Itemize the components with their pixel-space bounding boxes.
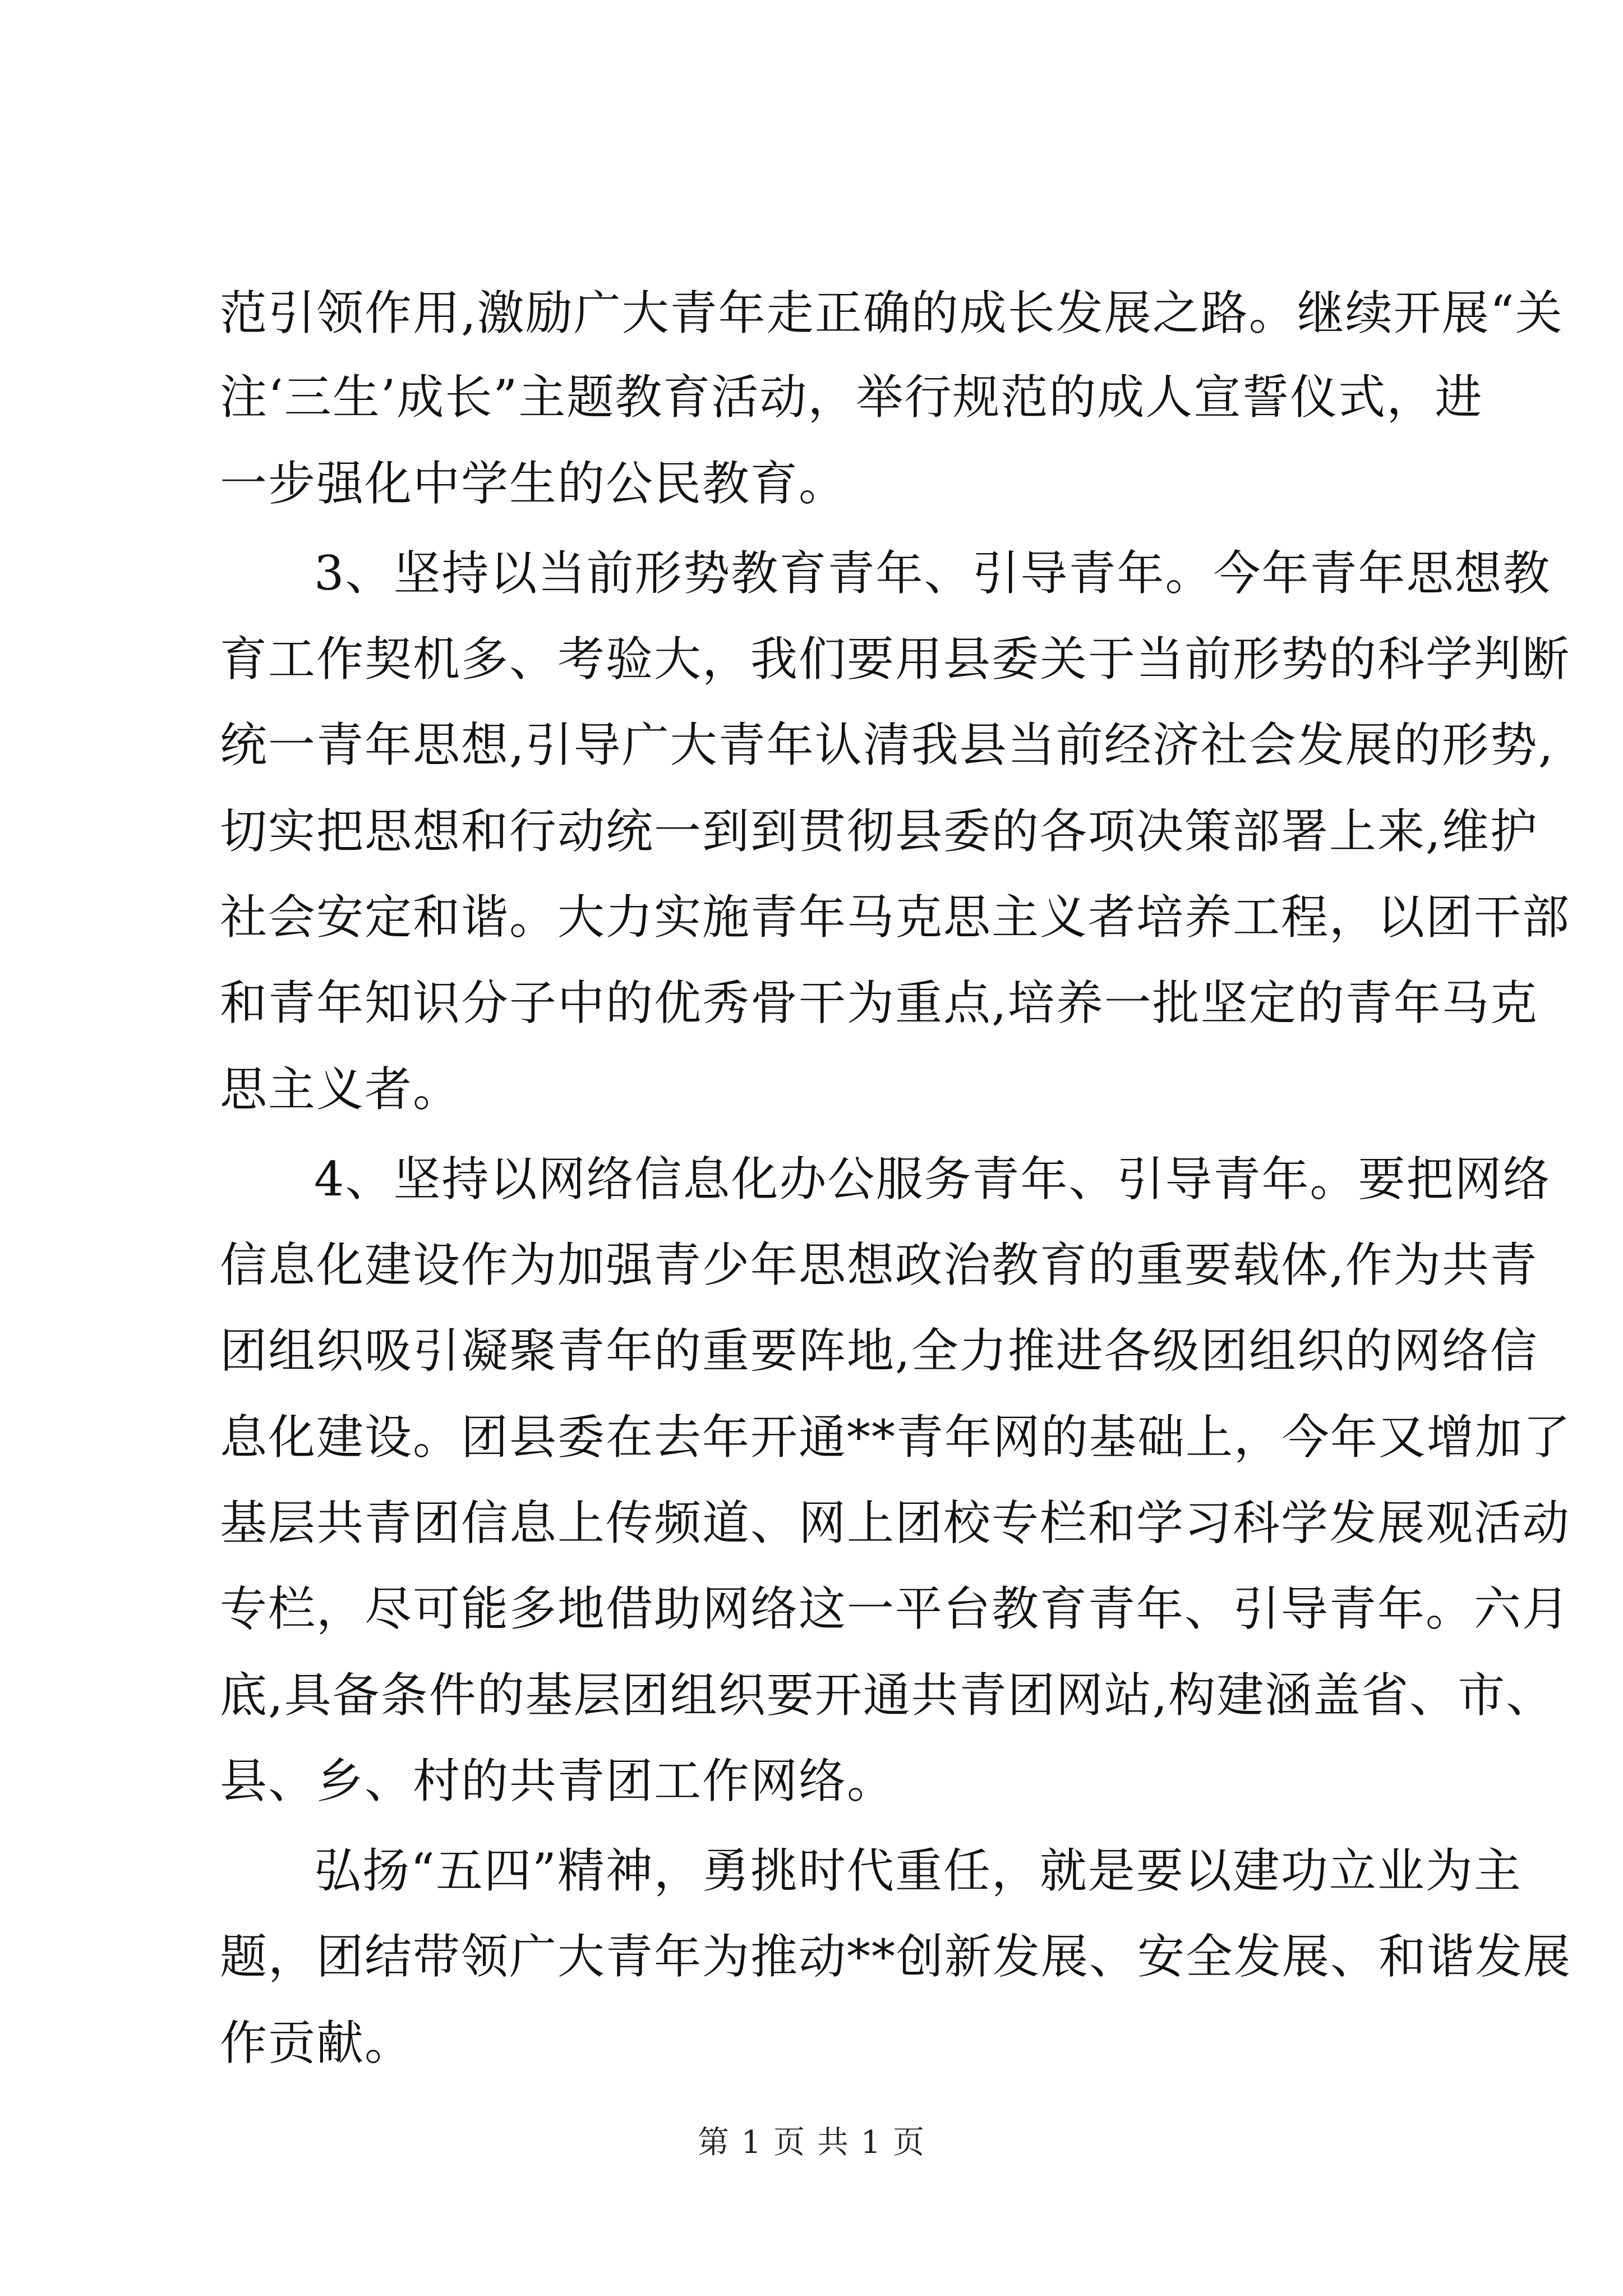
text-line: 息化建设。团县委在去年开通**青年网的基础上，今年又增加了: [220, 1410, 1572, 1465]
text-line: 范引领作用,激励广大青年走正确的成长发展之路。继续开展“关: [220, 286, 1564, 341]
text-line: 统一青年思想,引导广大青年认清我县当前经济社会发展的形势,: [220, 717, 1555, 772]
text-line: 切实把思想和行动统一到到贯彻县委的各项决策部署上来,维护: [220, 804, 1538, 859]
text-line: 社会安定和谐。大力实施青年马克思主义者培养工程，以团干部: [220, 890, 1571, 945]
text-line: 县、乡、村的共青团工作网络。: [220, 1754, 896, 1809]
text-line: 团组织吸引凝聚青年的重要阵地,全力推进各级团组织的网络信: [220, 1323, 1538, 1378]
text-line: 信息化建设作为加强青少年思想政治教育的重要载体,作为共青: [220, 1237, 1538, 1292]
paragraph-start-line: 3、坚持以当前形势教育青年、引导青年。今年青年思想教: [314, 546, 1551, 601]
page-footer: 第 1 页 共 1 页: [697, 2124, 926, 2161]
text-line: 基层共青团信息上传频道、网上团校专栏和学习科学发展观活动: [220, 1496, 1571, 1550]
text-line: 题，团结带领广大青年为推动**创新发展、安全发展、和谐发展: [220, 1929, 1572, 1984]
text-line: 专栏，尽可能多地借助网络这一平台教育青年、引导青年。六月: [220, 1581, 1571, 1636]
text-line: 和青年知识分子中的优秀骨干为重点,培养一批坚定的青年马克: [220, 976, 1538, 1030]
paragraph-start-line: 4、坚持以网络信息化办公服务青年、引导青年。要把网络: [314, 1152, 1551, 1207]
text-line: 底,具备条件的基层团组织要开通共青团网站,构建涵盖省、市、: [220, 1668, 1555, 1723]
text-line: 一步强化中学生的公民教育。: [220, 456, 847, 511]
text-line: 育工作契机多、考验大，我们要用县委关于当前形势的科学判断: [220, 632, 1571, 687]
text-line: 作贡献。: [220, 2016, 413, 2070]
text-line: 思主义者。: [220, 1062, 462, 1117]
text-line: 注‘三生’成长”主题教育活动，举行规范的成人宣誓仪式，进: [220, 370, 1483, 425]
paragraph-start-line: 弘扬“五四”精神，勇挑时代重任，就是要以建功立业为主: [314, 1843, 1522, 1898]
